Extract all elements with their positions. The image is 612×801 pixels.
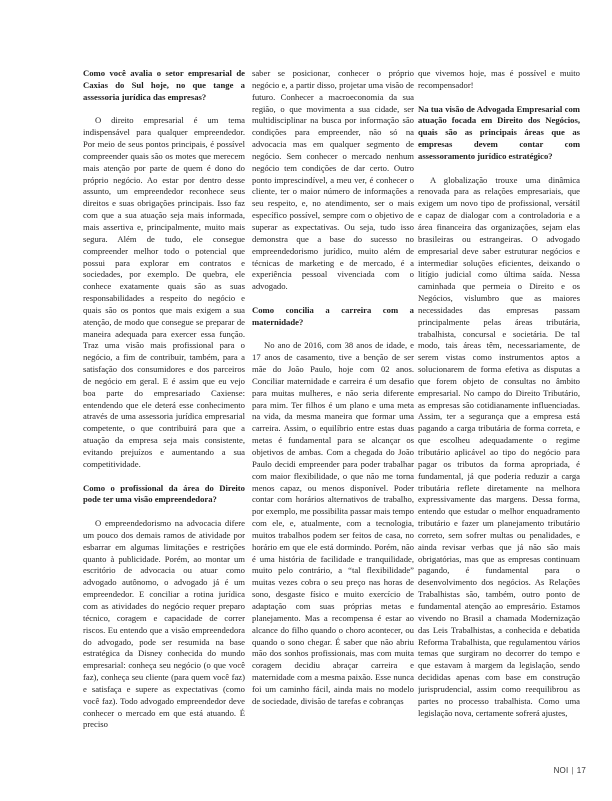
- interview-answer: No ano de 2016, com 38 anos de idade, e 17 anos de casamento, tive a benção de ser mãe do João Paulo, hoje com 02 anos. Conciliar maternidade e carreira é um desafio para muitas mulheres, e não seria diferente para mim. Ter filhos é um plano e uma meta na vida, da mesma maneira que formar uma carreira. Assim, o equilíbrio entre estas duas metas é fundamental para se alcançar os objetivos de ambas. Com a chegada do João Paulo decidi empreender para poder trabalhar com maior flexibilidade, o que não me torna menos capaz, ou menos disponível. Poder contar com horários alternativos de trabalho, por exemplo, me possibilita passar mais tempo com ele, e, atualmente, com a tecnologia, muitos trabalhos podem ser feitos de casa, no horário em que ele está dormindo. Porém, não é uma história de facilidade e tranquilidade, muito pelo contrário, a “tal flexibilidade” muitas vezes cobra o seu preço nas horas de sono, desgaste físico e muito exercício de adaptação com suas próprias metas e planejamento. Mas a recompensa é estar ao alcance do filho quando o choro acontecer, ou quando o sono chegar. É saber que não abriu mão dos sonhos profissionais, mas com muita coragem decidiu abraçar carreira e maternidade com a mesma paixão. Esse nunca foi um caminho fácil, ainda mais no modelo de sociedade, divisão de tarefas e cobranças: [252, 340, 414, 706]
- interview-answer-continued: que vivemos hoje, mas é possível e muito recompensador!: [418, 68, 580, 90]
- interview-question: Como concilia a carreira com a maternidade?: [252, 304, 414, 327]
- interview-answer-continued: saber se posicionar, conhecer o próprio negócio e, a partir disso, projetar uma visão de futuro. Conhecer a macroeconomia da sua região, o que movimenta a sua cidade, ser multidisciplinar na busca por informação são condições para empreender, não só na advocacia mas em qualquer segmento de negócio. Sem conhecer o mercado nenhum negócio tem condições de dar certo. Outro ponto imprescindível, a meu ver, é conhecer o cliente, ter o maior número de informações a seu respeito, e, no atendimento, ser o mais específico possível, sempre com o objetivo de superar as expectativas. Ou seja, tudo isso demonstra que a base do sucesso no empreendedorismo jurídico, muito além de técnicas de marketing e de mercado, é a experiência pessoal vivenciada com o advogado.: [252, 68, 414, 292]
- interview-question: Como o profissional da área do Direito pode ter uma visão empreendedora?: [83, 482, 245, 505]
- interview-answer: O direito empresarial é um tema indispensável para qualquer empreendedor. Por meio de seus pontos principais, é possível compreender quais são os motes que merecem mais atenção por parte de quem é dono do próprio negócio. Ao estar por dentro desse assunto, um empreendedor reconhece seus direitos e suas obrigações principais. Isso faz com que a sua atuação seja mais informada, mais assertiva e, principalmente, muito mais segura. Além de tudo, ele consegue compreender melhor todo o potencial que possui para explorar em contratos e sociedades, por exemplo. De quebra, ele conhece exatamente quais são as suas responsabilidades a respeito do negócio e quais são os pontos que mais exigem a sua atenção, de modo que consegue se preparar de maneira adequada para exercer essa função. Traz uma visão mais profissional para o negócio, a fim de contribuir, também, para a satisfação dos consumidores e dos parceiros de negócio em geral. E é assim que eu vejo boa parte do empresariado Caxiense: entendendo que ele deterá esse conhecimento através de uma assessoria jurídica empresarial competente, o que contribuirá para que a atuação da empresa seja mais consistente, evitando prejuízos e aumentando a sua competitividade.: [83, 115, 245, 469]
- footer-separator: |: [571, 766, 574, 775]
- interview-question: Na tua visão de Advogada Empresarial com atuação focada em Direito dos Negócios, quais são as principais áreas que as empresas devem contar com assessoramento jurídico estratégico?: [418, 103, 580, 161]
- text-column-2: [252, 68, 414, 768]
- interview-answer: O empreendedorismo na advocacia difere um pouco dos demais ramos de atividade por esbarrar em algumas limitações e restrições quanto à publicidade. Porém, ao montar um escritório de advocacia ou atuar como advogado autônomo, o advogado já é um empreendedor. E conciliar a rotina jurídica com as atividades do negócio requer preparo técnico, coragem e capacidade de correr riscos. Eu entendo que a visão empreendedora do advogado, pode ser resumida na base estratégica da Disney conhecida do mundo empresarial: conheça seu negócio (o que você faz), conheça seu cliente (para quem você faz) e satisfaça e supere as expectativas (como você faz). Todo advogado empreendedor deve conhecer o mercado em que está atuando. É preciso: [83, 518, 245, 730]
- page-footer: [554, 766, 586, 775]
- text-column-3: [418, 68, 580, 768]
- magazine-name: NOI: [553, 766, 569, 775]
- page-number: 17: [576, 766, 586, 775]
- text-column-1: [83, 68, 245, 768]
- interview-question: Como você avalia o setor empresarial de Caxias do Sul hoje, no que tange a assessoria jurídica das empresas?: [83, 68, 245, 102]
- interview-answer: A globalização trouxe uma dinâmica renovada para as relações empresariais, que exigem um novo tipo de profissional, versátil e capaz de dialogar com a controladoria e a área financeira das organizações, sejam elas brasileiras ou estrangeiras. O advogado empresarial deve saber estruturar negócios e intermediar soluções eficientes, deixando o litígio judicial como última saída. Nessa caminhada que permeia o Direito e os Negócios, vislumbro que as maiores necessidades das empresas passam principalmente pelas áreas tributária, trabalhista, concursal e societária. De tal modo, tais áreas têm, necessariamente, de serem vistas como instrumentos aptos a solucionarem de forma efetiva as disputas a que forem objeto de consultas no âmbito empresarial. No campo do Direito Tributário, as empresas são cotidianamente influenciadas. Assim, ter a segurança que a empresa está pagando a carga tributária de forma correta, e que escolheu adequadamente o regime tributário aplicável ao tipo do negócio para pagar os tributos da forma apropriada, é fundamental, já que poderia reduzir a carga tributária reflete diretamente na melhora expressivamente das margens. Dessa forma, entendo que estudar o melhor enquadramento tributário e fazer um planejamento tributário correto, sem sofrer multas ou penalidades, e ainda revisar verbas que já não são mais obrigatórias, mas que as empresas continuam pagando, é fundamental para o desenvolvimento dos negócios. As Relações Trabalhistas são, também, outro ponto de fundamental atenção ao empresário. Estamos vivendo no Brasil a chamada Modernização das Leis Trabalhistas, a conhecida e debatida Reforma Trabalhista, que regulamentou vários temas que surgiram no decorrer do tempo e que estavam à margem da legislação, sendo decididas apenas com base em construção jurisprudencial, assim como reequilibrou as partes no processo trabalhista. Como uma legislação nova, certamente sofrerá ajustes,: [418, 174, 580, 718]
